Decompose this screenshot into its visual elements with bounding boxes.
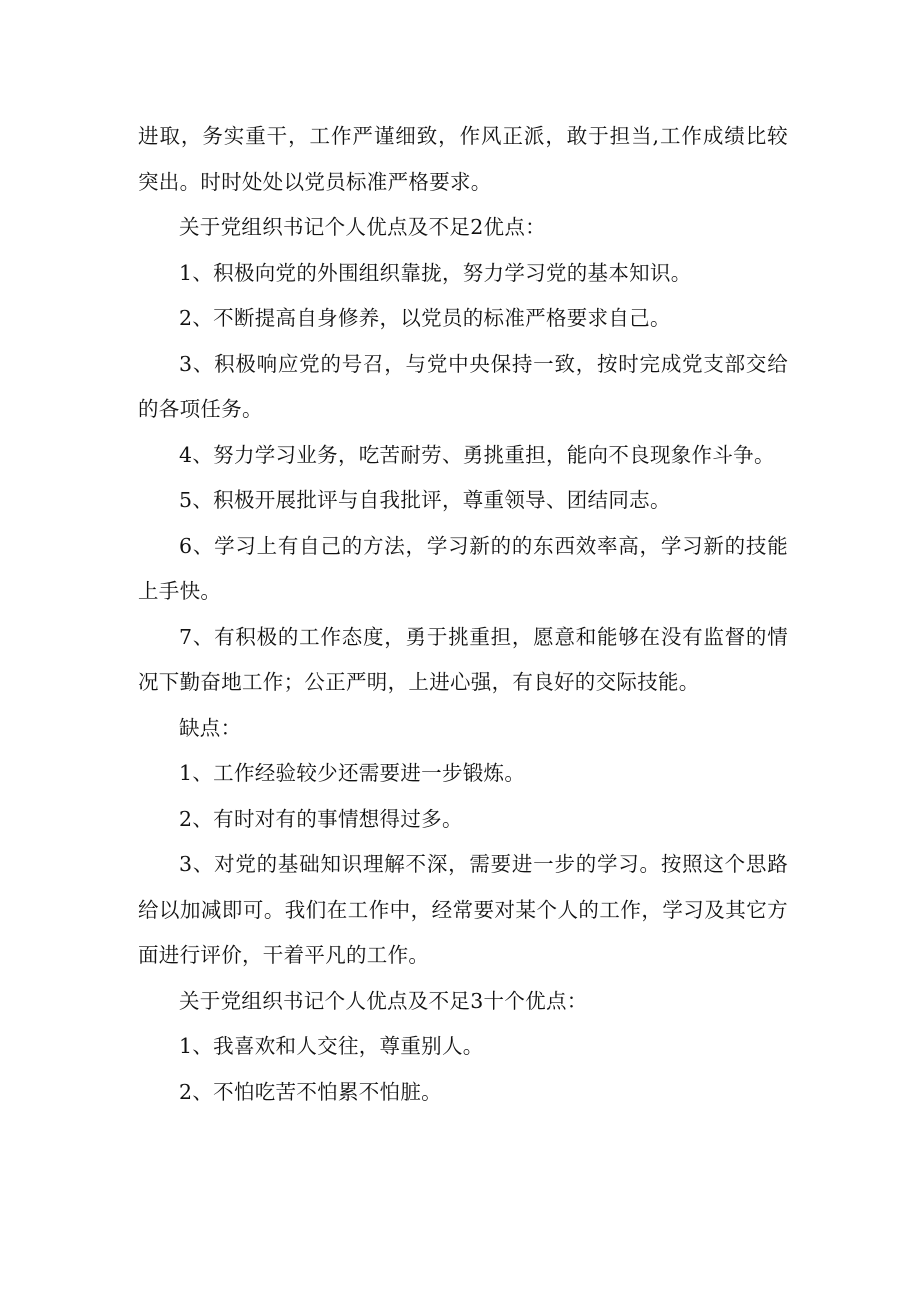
list-item: 3、对党的基础知识理解不深，需要进一步的学习。按照这个思路给以加减即可。我们在工作中，经常要对某个人的工作，学习及其它方面进行评价，干着平凡的工作。: [138, 852, 788, 967]
document-body: [138, 114, 788, 1115]
list-item: 7、有积极的工作态度，勇于挑重担，愿意和能够在没有监督的情况下勤奋地工作；公正严明，上进心强，有良好的交际技能。: [138, 624, 788, 694]
list-item: 1、我喜欢和人交往，尊重别人。: [179, 1034, 484, 1058]
list-item: 2、有时对有的事情想得过多。: [179, 806, 463, 831]
section-heading-3: 关于党组织书记个人优点及不足3十个优点：: [179, 988, 588, 1013]
section-heading-2: 关于党组织书记个人优点及不足2优点：: [179, 215, 546, 239]
list-item: 4、努力学习业务，吃苦耐劳、勇挑重担，能向不良现象作斗争。: [179, 442, 775, 467]
list-item: 2、不断提高自身修养，以党员的标准严格要求自己。: [179, 306, 671, 330]
list-item: 3、积极响应党的号召，与党中央保持一致，按时完成党支部交给的各项任务。: [138, 351, 788, 421]
list-item: 5、积极开展批评与自我批评，尊重领导、团结同志。: [179, 488, 671, 512]
shortcomings-heading: 缺点：: [179, 715, 242, 740]
list-item: 6、学习上有自己的方法，学习新的的东西效率高，学习新的技能上手快。: [138, 533, 788, 603]
list-item: 1、积极向党的外围组织靠拢，努力学习党的基本知识。: [179, 260, 692, 285]
list-item: 2、不怕吃苦不怕累不怕脏。: [179, 1079, 442, 1104]
paragraph-1: 进取，务实重干，工作严谨细致，作风正派，敢于担当,工作成绩比较突出。时时处处以党员标准严格要求。: [138, 124, 788, 194]
list-item: 1、工作经验较少还需要进一步锻炼。: [179, 761, 526, 785]
